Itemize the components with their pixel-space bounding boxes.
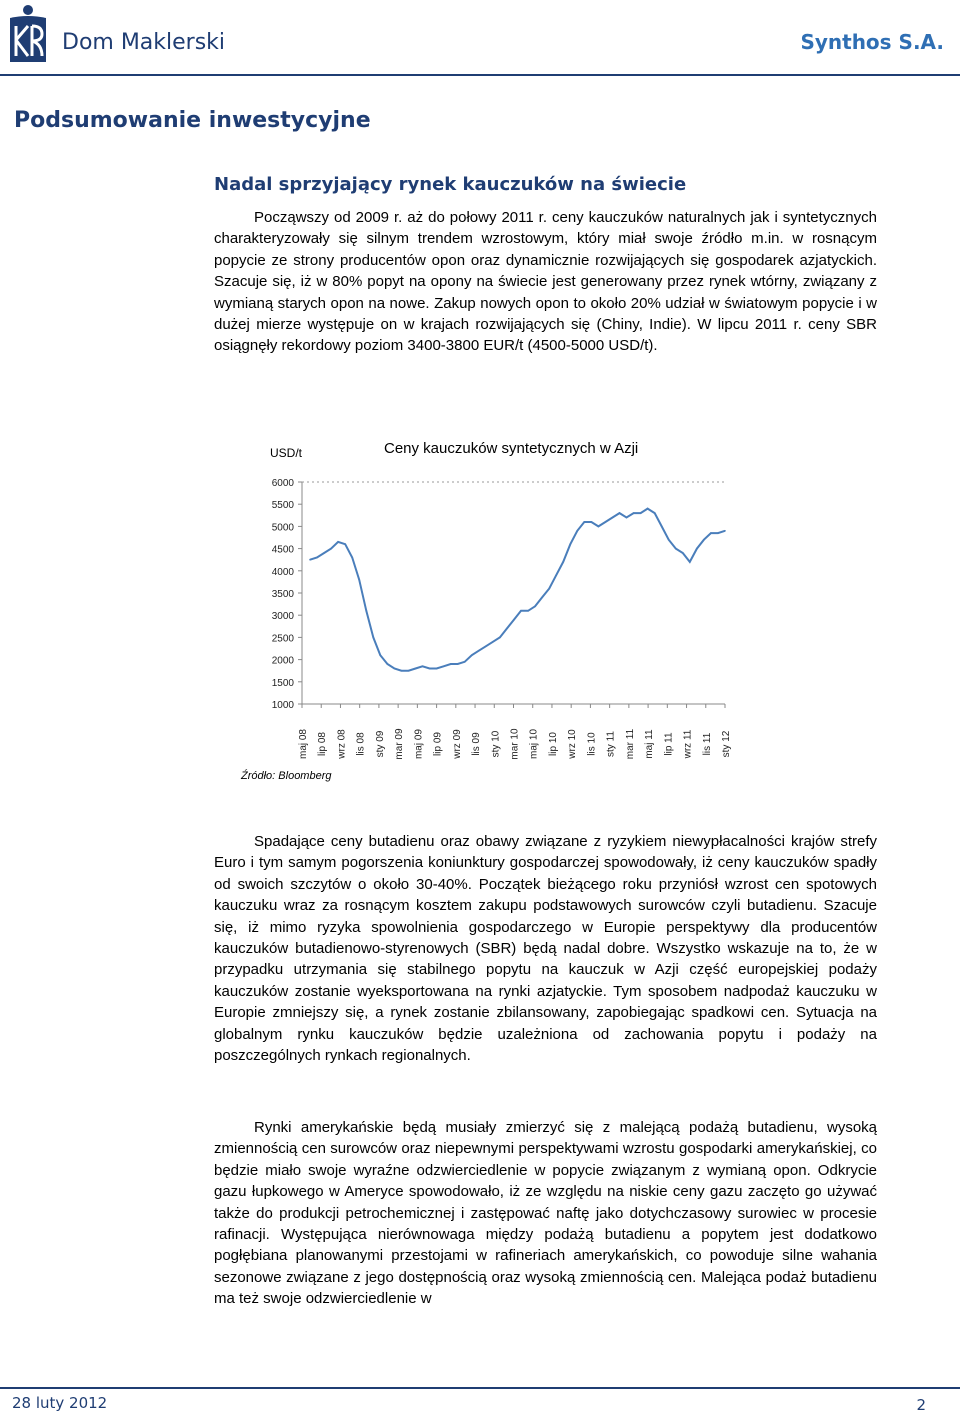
- price-data-point: [366, 610, 368, 612]
- price-data-point: [527, 610, 529, 612]
- price-data-point: [408, 670, 410, 672]
- price-data-point: [337, 541, 339, 543]
- price-chart: [250, 470, 740, 760]
- price-data-point: [584, 521, 586, 523]
- price-data-point: [562, 561, 564, 563]
- price-data-point: [710, 532, 712, 534]
- price-data-point: [422, 666, 424, 668]
- price-data-point: [387, 663, 389, 665]
- x-tick-label: lis 11: [701, 732, 713, 756]
- price-data-point: [626, 517, 628, 519]
- price-data-point: [661, 526, 663, 528]
- x-tick-label: maj 09: [413, 728, 425, 760]
- paragraph-1-text: Począwszy od 2009 r. aż do połowy 2011 r. ceny kauczuków naturalnych jak i syntetycznych charakteryzowały się silnym trendem wzrostowym, który miał swoje źródło m.in. w rosnącym popycie ze strony producentów opon oraz dynamicznie rozwijających się gospodarek azjatyckich. Szacuje się, iż w 80% popyt na opony na świecie jest generowany przez rynek wtórny, związany z wymianą starych opon na nowe. Zakup nowych opon to około 20% udział w światowym popycie i w dużej mierze występuje on w krajach rozwijających się (Chiny, Indie). W lipcu 2011 r. ceny SBR osiągnęły rekordowy poziom 3400-3800 EUR/t (4500-5000 USD/t).: [214, 209, 877, 355]
- price-data-point: [513, 619, 515, 621]
- y-tick-label: 1500: [271, 677, 294, 689]
- price-data-point: [436, 668, 438, 670]
- price-data-point: [394, 668, 396, 670]
- x-tick-label: sty 11: [605, 731, 617, 757]
- price-data-point: [534, 606, 536, 608]
- price-data-point: [689, 561, 691, 563]
- price-data-point: [668, 539, 670, 541]
- chart-unit-label: USD/t: [270, 446, 303, 460]
- y-tick-label: 4000: [271, 566, 294, 578]
- x-tick-label: mar 11: [624, 728, 636, 760]
- price-data-point: [358, 579, 360, 581]
- price-data-point: [591, 521, 593, 523]
- price-data-point: [344, 543, 346, 545]
- price-data-point: [492, 641, 494, 643]
- price-series-line: [310, 509, 725, 671]
- chart-source: Źródło: Bloomberg: [241, 770, 332, 782]
- x-tick-label: lip 10: [547, 732, 559, 756]
- paragraph-1: [214, 207, 877, 357]
- price-data-point: [682, 552, 684, 554]
- price-data-point: [633, 512, 635, 514]
- y-tick-label: 2500: [271, 633, 294, 645]
- price-data-point: [548, 588, 550, 590]
- x-tick-label: lip 08: [317, 732, 329, 756]
- brand-name: Dom Maklerski: [62, 30, 226, 55]
- y-tick-label: 2000: [271, 655, 294, 667]
- footer-date: 28 luty 2012: [12, 1394, 108, 1412]
- x-tick-label: wrz 08: [336, 729, 348, 759]
- y-tick-label: 4500: [271, 544, 294, 556]
- chart-title: Ceny kauczuków syntetycznych w Azji: [384, 440, 639, 457]
- paragraph-3: [214, 1117, 877, 1310]
- y-tick-label: 6000: [271, 478, 294, 489]
- price-data-point: [464, 661, 466, 663]
- price-data-point: [724, 530, 726, 532]
- x-tick-label: maj 10: [528, 728, 540, 760]
- price-data-point: [380, 654, 382, 656]
- y-tick-label: 1000: [271, 700, 294, 711]
- price-data-point: [717, 532, 719, 534]
- price-data-point: [351, 557, 353, 559]
- price-data-point: [675, 548, 677, 550]
- price-data-point: [457, 663, 459, 665]
- footer-divider: [0, 1387, 960, 1389]
- price-data-point: [619, 512, 621, 514]
- y-tick-label: 5000: [271, 522, 294, 534]
- x-tick-label: lip 09: [432, 732, 444, 756]
- subsection-title: Nadal sprzyjający rynek kauczuków na świecie: [214, 174, 687, 195]
- x-tick-label: maj 11: [644, 729, 656, 759]
- price-data-point: [478, 650, 480, 652]
- price-data-point: [640, 512, 642, 514]
- x-tick-label: wrz 09: [451, 729, 463, 759]
- paragraph-2-text: Spadające ceny butadienu oraz obawy związane z ryzykiem niewypłacalności krajów strefy Euro i tym samym pogorszenia koniunktury gospodarczej spowodowały, iż ceny kauczuków spadły od swoich szczytów o około 30-40%. Początek bieżącego roku przyniósł wzrost cen spotowych kauczuku wraz za rosnącym kosztem zakupu podstawowych surowców czyli butadienu. Szacuje się, iż mimo ryzyka spowolnienia gospodarczego w Europie perspektywy dla producentów kauczuków butadienowo-styrenowych (SBR) będą nadal dobre. Wszystko wskazuje na to, że w przypadku utrzymania się stabilnego popytu na kauczuk w Azji część europejskiej podaży kauczuków zostanie wyeksportowana na rynki azjatyckie. Tym sposobem nadpodaż kauczuku w Europie zmniejszy się, a rynek zostanie zbilansowany, zapobiegając spadkowi cen. Sytuacja na globalnym rynku kauczuków będzie uzależniona od zachowania popytu i podaży na poszczególnych rynkach regionalnych.: [214, 833, 877, 1065]
- price-data-point: [598, 526, 600, 528]
- price-data-point: [570, 543, 572, 545]
- company-name: Synthos S.A.: [800, 30, 944, 54]
- price-data-point: [612, 517, 614, 519]
- paragraph-2: [214, 831, 877, 1066]
- price-data-point: [605, 521, 607, 523]
- y-tick-label: 5500: [271, 500, 294, 512]
- price-data-point: [415, 668, 417, 670]
- price-data-point: [373, 637, 375, 639]
- price-data-point: [696, 548, 698, 550]
- x-tick-label: lis 08: [355, 732, 367, 756]
- price-data-point: [577, 530, 579, 532]
- price-data-point: [555, 574, 557, 576]
- price-data-point: [703, 539, 705, 541]
- page-number: 2: [916, 1396, 926, 1414]
- x-tick-label: sty 10: [490, 730, 502, 758]
- price-data-point: [647, 508, 649, 510]
- company-logo: [6, 4, 50, 64]
- price-data-point: [471, 654, 473, 656]
- x-tick-label: wrz 11: [682, 729, 694, 759]
- price-data-point: [450, 663, 452, 665]
- x-tick-label: maj 08: [298, 728, 309, 760]
- price-data-point: [443, 666, 445, 668]
- price-data-point: [316, 557, 318, 559]
- price-data-point: [485, 646, 487, 648]
- x-tick-label: sty 09: [374, 730, 386, 758]
- price-data-point: [654, 512, 656, 514]
- price-data-point: [520, 610, 522, 612]
- x-tick-label: wrz 10: [567, 729, 579, 759]
- section-title: Podsumowanie inwestycyjne: [14, 108, 371, 133]
- price-data-point: [429, 668, 431, 670]
- x-tick-label: lis 10: [586, 732, 598, 756]
- paragraph-3-text: Rynki amerykańskie będą musiały zmierzyć się z malejącą podażą butadienu, wysoką zmiennością cen surowców oraz niepewnymi perspektywami wzrostu gospodarki amerykańskiej, co będzie miało swoje wyraźne odzwierciedlenie w popycie związanym z wymianą opon. Odkrycie gazu łupkowego w Ameryce spowodowało, iż ze względu na niskie ceny gazu zaczęto go używać także do produkcji petrochemicznej i zastępować naftę jako dotychczasowy surowiec w procesie rafinacji. Występująca nierównowaga między podażą butadienu a popytem jest dodatkowo pogłębiana planowanymi przestojami w rafineriach amerykańskich, co powoduje silne wahania sezonowe związane z jego dostępnością oraz wysoką zmiennością cen. Malejąca podaż butadienu ma też swoje odzwierciedlenie w: [214, 1119, 877, 1308]
- x-tick-label: sty 12: [721, 730, 732, 758]
- price-data-point: [541, 597, 543, 599]
- price-data-point: [506, 628, 508, 630]
- x-tick-label: lip 11: [663, 732, 675, 756]
- price-data-point: [323, 552, 325, 554]
- price-data-point: [330, 548, 332, 550]
- y-tick-label: 3000: [271, 611, 294, 623]
- header-divider: [0, 74, 960, 76]
- x-tick-label: lis 09: [471, 732, 483, 756]
- x-tick-label: mar 09: [394, 728, 406, 760]
- price-data-point: [499, 637, 501, 639]
- price-data-point: [309, 559, 311, 561]
- x-tick-label: mar 10: [509, 728, 521, 760]
- y-tick-label: 3500: [271, 589, 294, 600]
- price-data-point: [401, 670, 403, 672]
